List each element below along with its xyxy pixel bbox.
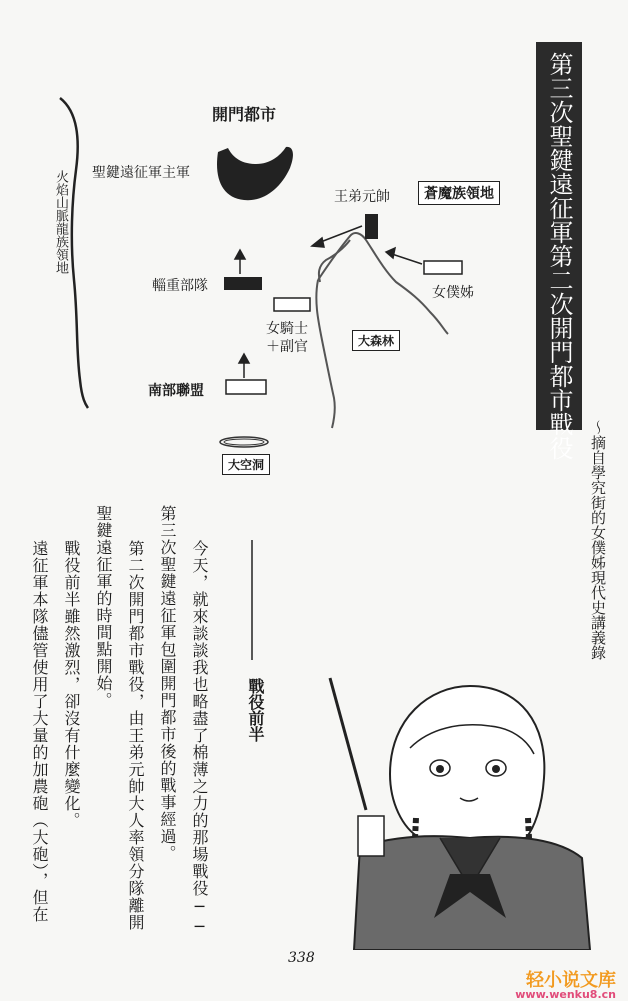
body-column-6: 遠征軍本隊儘管使用了大量的加農砲（大砲），但在 [30,540,49,923]
main-army-label: 聖鍵遠征軍主軍 [92,165,190,181]
knight-unit [274,298,310,311]
maid-illustration [320,668,600,950]
prince-label: 王弟元帥 [334,189,390,205]
body-column-1: 今天，就來談談我也略盡了棉薄之力的那場戰役── [190,540,209,937]
watermark-logo: 轻小说文库 [526,970,616,991]
maid-label: 女僕姊 [432,285,474,301]
city-walls [217,147,293,200]
city-label: 開門都市 [212,105,277,124]
maid-arrow [392,254,422,264]
watermark-url: www.wenku8.cn [515,988,616,1001]
chapter-title: 第三次聖鍵遠征軍第二次開門都市戰役 [545,52,573,460]
supply-unit [224,277,262,290]
mountain-label: 火焰山脈龍族領地 [53,170,68,274]
prince-arrow [318,226,362,243]
river [318,233,448,334]
south-unit [226,380,266,394]
cavity-label: 大空洞 [222,454,270,475]
page-number: 338 [288,950,315,966]
maid-unit [424,261,462,274]
watermark [515,966,616,1001]
supply-label: 輜重部隊 [152,278,208,294]
section-heading: 戰役前半 [246,678,265,742]
prince-unit [365,214,378,239]
body-column-2: 第三次聖鍵遠征軍包圍開門都市後的戰事經過。 [158,505,177,862]
body-column-4: 聖鍵遠征軍的時間點開始。 [94,505,113,709]
river-south [316,280,334,428]
demon-land-label: 蒼魔族領地 [418,181,500,205]
body-column-3: 第二次開門都市戰役，由王弟元帥大人率領分隊離開 [126,540,145,931]
south-label: 南部聯盟 [148,383,204,399]
knight-label-2: ＋副官 [266,339,308,355]
body-column-5: 戰役前半雖然激烈，卻沒有什麼變化。 [62,540,81,829]
knight-label-1: 女騎士 [266,321,308,337]
battle-map [0,0,628,500]
forest-label: 大森林 [352,330,400,351]
chapter-subtitle: ～摘自學究街的女僕姊現代史講義錄 [589,420,607,660]
section-rule [232,540,272,780]
chapter-title-box [536,42,582,460]
